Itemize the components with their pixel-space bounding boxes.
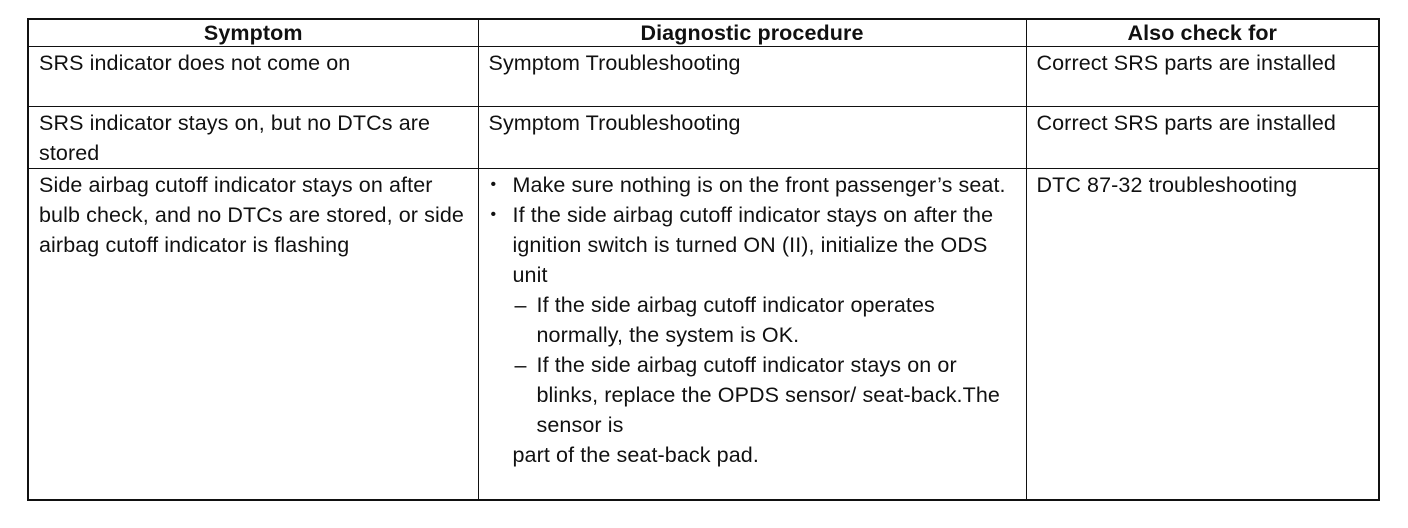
- header-symptom: Symptom: [28, 19, 478, 47]
- dash-icon: –: [514, 353, 527, 377]
- cell-also-check: Correct SRS parts are installed: [1026, 47, 1379, 107]
- procedure-sub-text: If the side airbag cutoff indicator operates normally, the system is OK.: [536, 293, 935, 347]
- cell-also-check: DTC 87-32 troubleshooting: [1026, 169, 1379, 501]
- cell-symptom: SRS indicator does not come on: [28, 47, 478, 107]
- cell-also-check: Correct SRS parts are installed: [1026, 107, 1379, 169]
- diagnostic-table: [27, 18, 1380, 501]
- bullet-icon: •: [490, 206, 497, 223]
- cell-procedure: [478, 169, 1026, 501]
- procedure-bullet-list: [489, 170, 1016, 470]
- procedure-bullet-item: [489, 170, 1016, 200]
- procedure-bullet-text: If the side airbag cutoff indicator stays on after the ignition switch is turned ON (II), initialize the ODS unit: [512, 203, 994, 287]
- cell-procedure: Symptom Troubleshooting: [478, 107, 1026, 169]
- header-diagnostic-procedure: Diagnostic procedure: [478, 19, 1026, 47]
- bullet-icon: •: [490, 176, 497, 193]
- cell-symptom: SRS indicator stays on, but no DTCs are stored: [28, 107, 478, 169]
- diagnostic-table-container: [27, 18, 1378, 501]
- cell-symptom: Side airbag cutoff indicator stays on after bulb check, and no DTCs are stored, or side airbag cutoff indicator is flashing: [28, 169, 478, 501]
- procedure-sub-list: [513, 290, 1016, 440]
- procedure-trailing-text: part of the seat-back pad.: [512, 443, 759, 467]
- procedure-bullet-item: [489, 200, 1016, 470]
- table-row: [28, 47, 1379, 107]
- table-row: [28, 169, 1379, 501]
- procedure-bullet-text: Make sure nothing is on the front passenger’s seat.: [512, 173, 1006, 197]
- cell-procedure: Symptom Troubleshooting: [478, 47, 1026, 107]
- table-header-row: [28, 19, 1379, 47]
- procedure-sub-text: If the side airbag cutoff indicator stays on or blinks, replace the OPDS sensor/ seat-back.The sensor is: [536, 353, 1000, 437]
- procedure-sub-item: [513, 350, 1016, 440]
- procedure-sub-item: [513, 290, 1016, 350]
- dash-icon: –: [514, 293, 527, 317]
- table-row: [28, 107, 1379, 169]
- header-also-check-for: Also check for: [1026, 19, 1379, 47]
